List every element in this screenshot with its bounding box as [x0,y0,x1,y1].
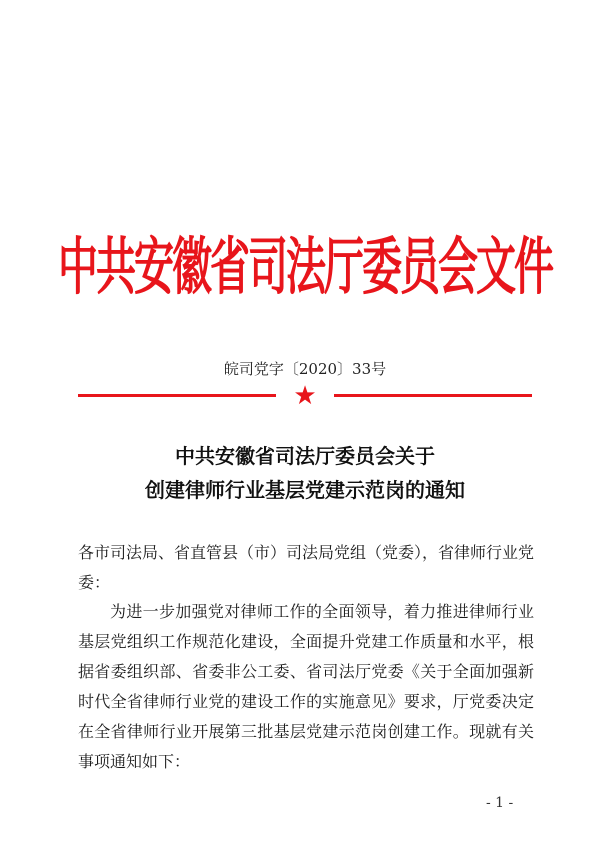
divider-line-right [334,394,532,397]
star-icon: ★ [293,381,317,411]
red-divider [78,383,532,409]
notice-title-line-2: 创建律师行业基层党建示范岗的通知 [145,478,465,502]
body-paragraph: 为进一步加强党对律师工作的全面领导，着力推进律师行业基层党组织工作规范化建设，全面提升党建工作质量和水平，根据省委组织部、省委非公工委、省司法厅党委《关于全面加强新时代全省律师行业党的建设工作的实施意见》要求，厅党委决定在全省律师行业开展第三批基层党建示范岗创建工作。现就有关事项通知如下： [78,602,534,771]
notice-title-line-1: 中共安徽省司法厅委员会关于 [175,444,435,468]
page-number: - 1 - [486,795,514,811]
document-number: 皖司党字〔2020〕33号 [223,360,387,378]
masthead-title: 中共安徽省司法厅委员会文件 [58,231,552,304]
divider-line-left [78,394,276,397]
salutation: 各市司法局、省直管县（市）司法局党组（党委），省律师行业党委： [78,543,535,592]
